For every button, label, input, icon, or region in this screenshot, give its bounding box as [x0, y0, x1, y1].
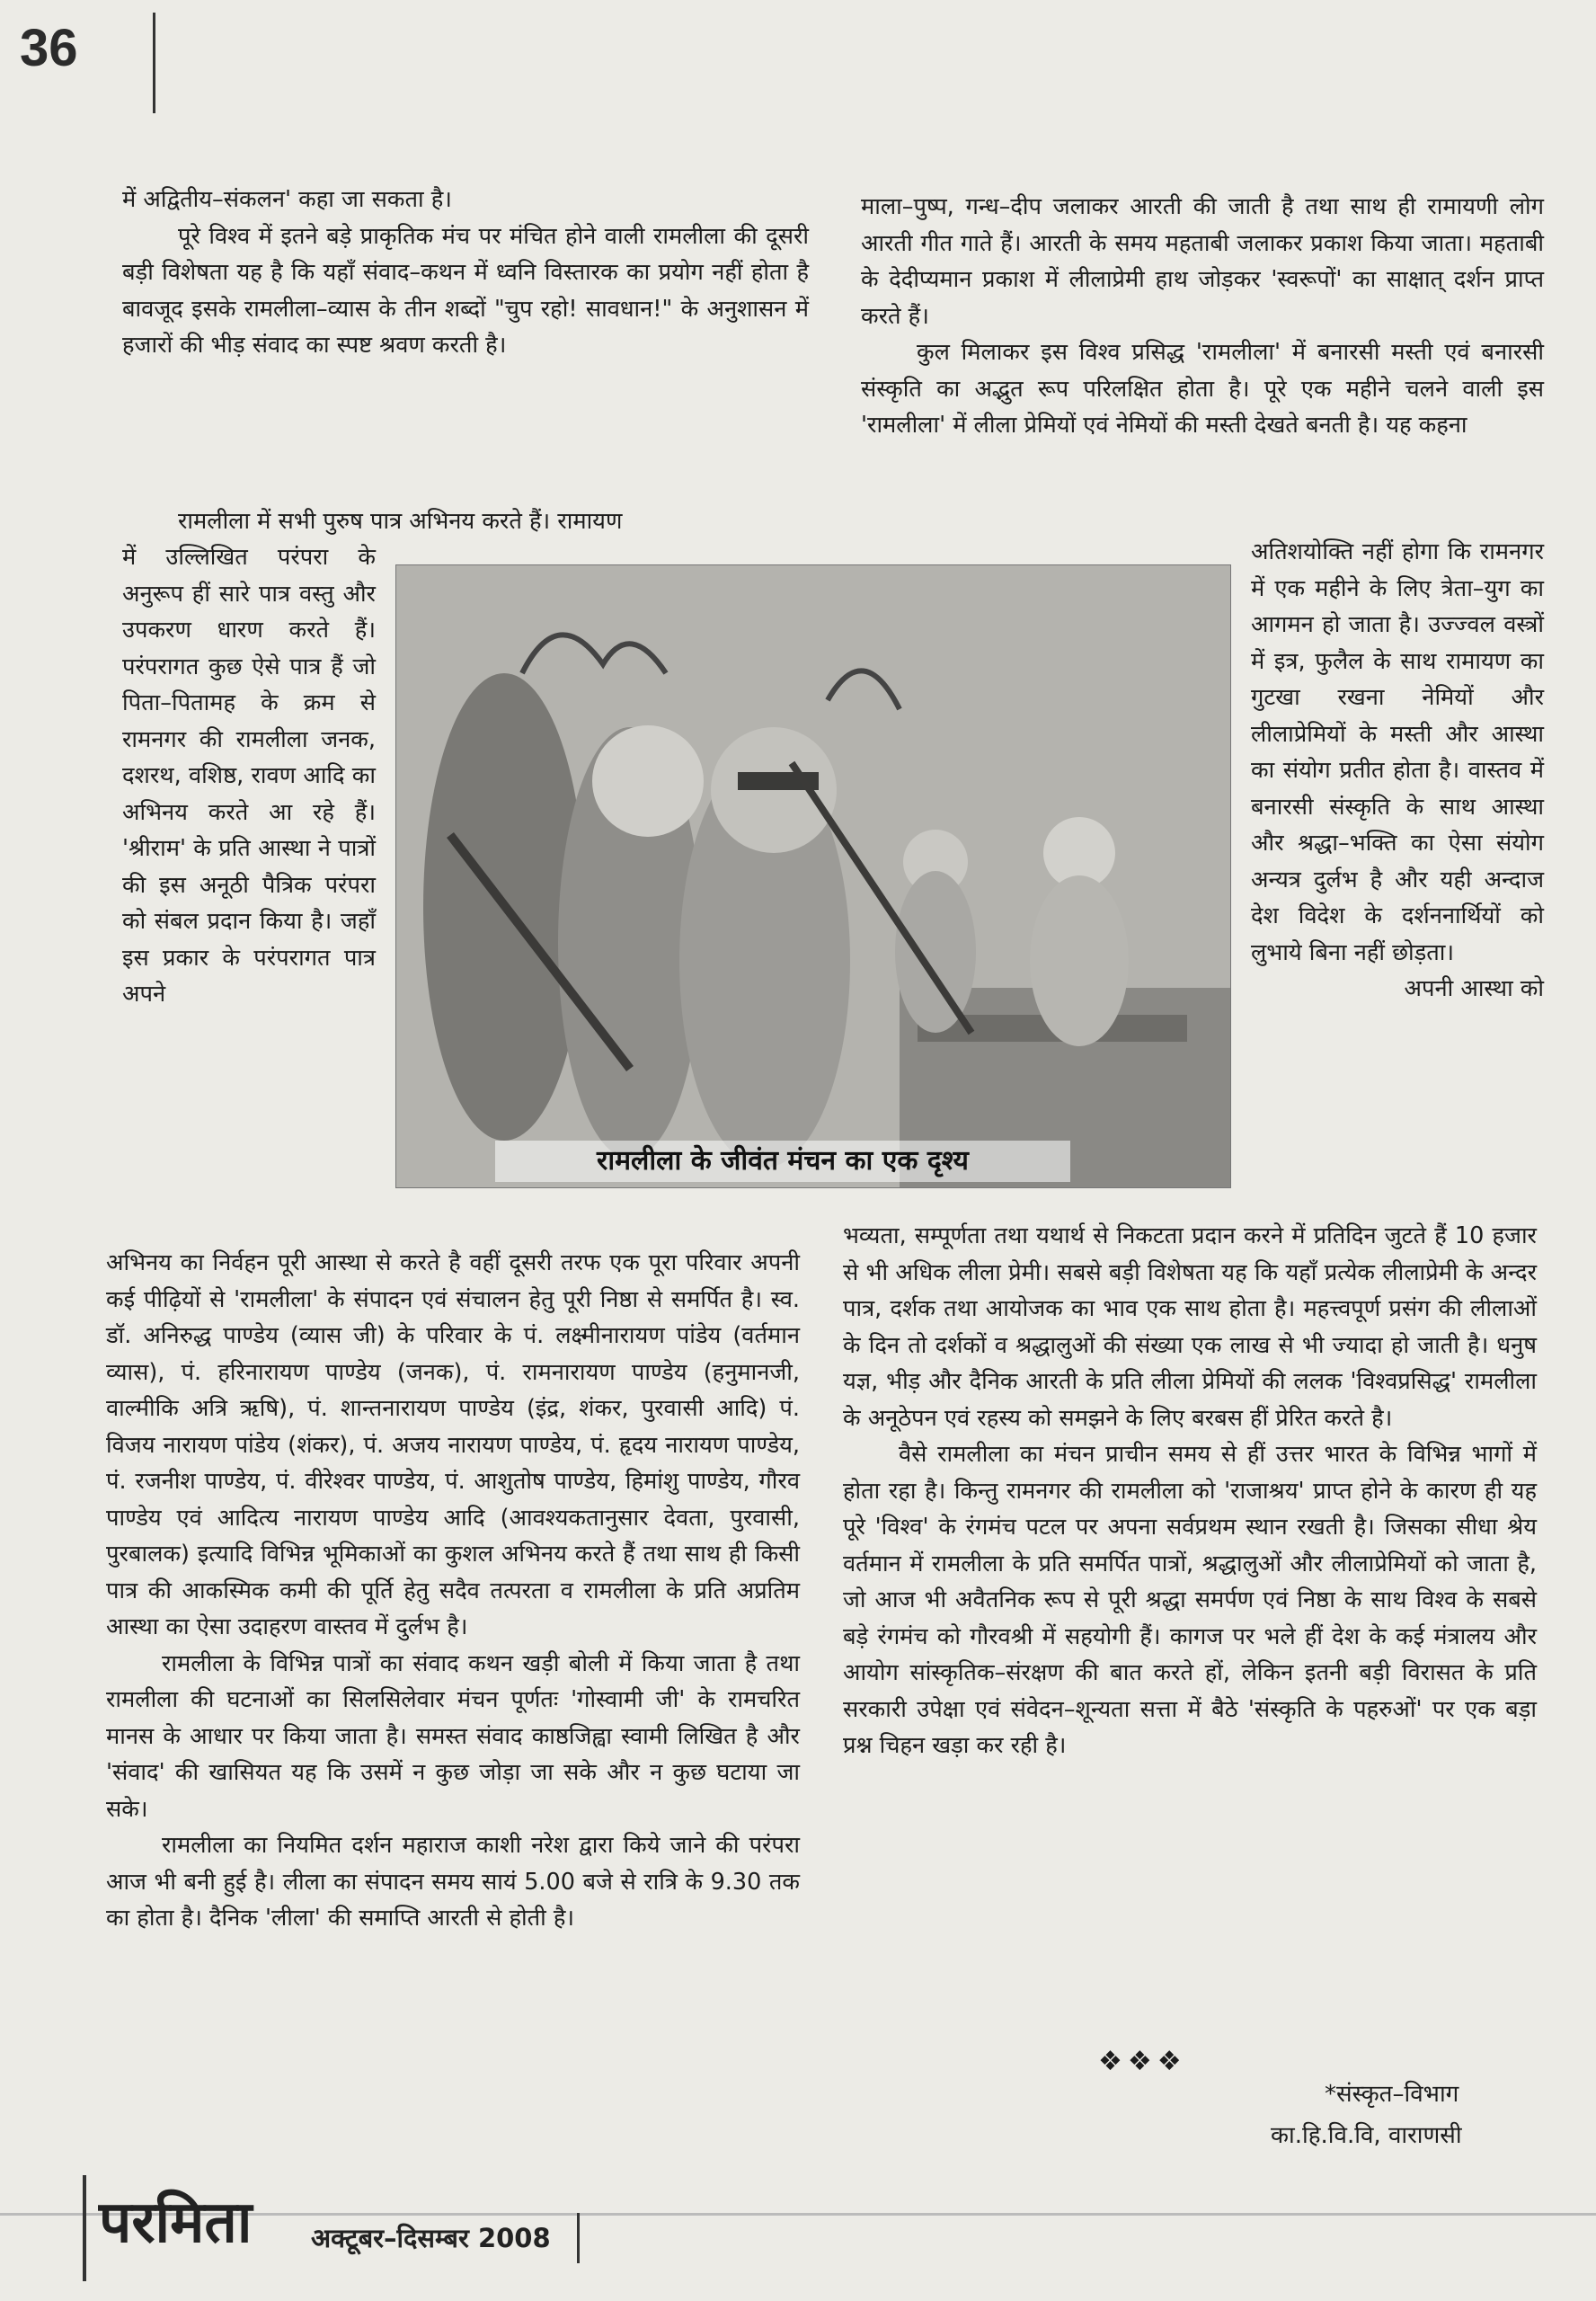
- paragraph: वैसे रामलीला का मंचन प्राचीन समय से हीं उत्तर भारत के विभिन्न भागों में होता रहा है। किन्तु रामनगर की रामलीला को 'राजाश्रय' प्राप्त होने के कारण ही यह पूरे 'विश्व' के रंगमंच पटल पर अपना सर्वप्रथम स्थान रखती है। जिसका सीधा श्रेय वर्तमान में रामलीला के प्रति समर्पित पात्रों, श्रद्धालुओं और लीलाप्रेमियों को जाता है, जो आज भी अवैतनिक रूप से पूरी श्रद्धा समर्पण एवं निष्ठा के साथ विश्व के सबसे बड़े रंगमंच को गौरवश्री में सहयोगी हैं। कागज पर भले हीं देश के कई मंत्रालय और आयोग सांस्कृतिक–संरक्षण की बात करते हों, लेकिन इतनी बड़ी विरासत के प्रति सरकारी उपेक्षा एवं संवेदन–शून्यता सत्ता में बैठे 'संस्कृति के पहरुओं' पर एक बड़ा प्रश्न चिहन खड़ा कर रही है।: [843, 1441, 1537, 1759]
- issue-date: अक्टूबर–दिसम्बर 2008: [311, 2223, 551, 2253]
- ramlila-photo: [395, 564, 1231, 1188]
- paragraph: अभिनय का निर्वहन पूरी आस्था से करते है वहीं दूसरी तरफ एक पूरा परिवार अपनी कई पीढ़ियों से 'रामलीला' के संपादन एवं संचालन हेतु पूरी निष्ठा से समर्पित है। स्व. डॉ. अनिरुद्ध पाण्डेय (व्यास जी) के परिवार के पं. लक्ष्मीनारायण पांडेय (वर्तमान व्यास), पं. हरिनारायण पाण्डेय (जनक), पं. रामनारायण पाण्डेय (हनुमानजी, वाल्मीकि अत्रि ऋषि), पं. शान्तनारायण पाण्डेय (इंद्र, शंकर, पुरवासी आदि) पं. विजय नारायण पांडेय (शंकर), पं. अजय नारायण पाण्डेय, पं. हृदय नारायण पाण्डेय, पं. रजनीश पाण्डेय, पं. वीरेश्वर पाण्डेय, पं. आशुतोष पाण्डेय, हिमांशु पाण्डेय, गौरव पाण्डेय एवं आदित्य नारायण पाण्डेय आदि (आवश्यकतानुसार देवता, पुरवासी, पुरबालक) इत्यादि विभिन्न भूमिकाओं का कुशल अभिनय करते हैं तथा साथ ही किसी पात्र की आकस्मिक कमी की पूर्ति हेतु सदैव तत्परता व रामलीला के प्रति अप्रतिम आस्था का ऐसा उदाहरण वास्तव में दुर्लभ है।: [106, 1249, 800, 1640]
- paragraph-lead: अपनी आस्था को: [1404, 975, 1544, 1002]
- photo-illustration: [396, 565, 1230, 1187]
- footer-rule-left: [83, 2175, 86, 2281]
- left-column-top: [122, 182, 809, 364]
- right-column-bottom: [843, 1218, 1537, 1764]
- paragraph-lead: रामलीला में सभी पुरुष पात्र अभिनय करते हैं। रामायण: [178, 508, 623, 535]
- author-institution: का.हि.वि.वि, वाराणसी: [1271, 2122, 1462, 2149]
- magazine-brand: परमिता: [99, 2189, 253, 2256]
- footer-rule-right: [577, 2213, 580, 2263]
- paragraph: रामलीला का नियमित दर्शन महाराज काशी नरेश द्वारा किये जाने की परंपरा आज भी बनी हुई है। लीला का संपादन समय सायं 5.00 बजे से रात्रि के 9.30 तक का होता है। दैनिक 'लीला' की समाप्ति आरती से होती है।: [106, 1832, 800, 1932]
- left-column-wrap: [122, 539, 376, 1013]
- paragraph: माला–पुष्प, गन्ध–दीप जलाकर आरती की जाती है तथा साथ ही रामायणी लोग आरती गीत गाते हैं। आरती के समय महताबी जलाकर प्रकाश किया जाता। महताबी के देदीप्यमान प्रकाश में लीलाप्रेमी हाथ जोड़कर 'स्वरूपों' का साक्षात् दर्शन प्राप्त करते हैं।: [861, 193, 1544, 330]
- paragraph: में उल्लिखित परंपरा के अनुरूप हीं सारे पात्र वस्तु और उपकरण धारण करते हैं। परंपरागत कुछ ऐसे पात्र हैं जो पिता–पितामह के क्रम से रामनगर की रामलीला जनक, दशरथ, वशिष्ठ, रावण आदि का अभिनय करते आ रहे हैं। 'श्रीराम' के प्रति आस्था ने पात्रों की इस अनूठी पैत्रिक परंपरा को संबल प्रदान किया है। जहाँ इस प्रकार के परंपरागत पात्र अपने: [122, 544, 376, 1008]
- paragraph: पूरे विश्व में इतने बड़े प्राकृतिक मंच पर मंचित होने वाली रामलीला की दूसरी बड़ी विशेषता यह है कि यहाँ संवाद–कथन में ध्वनि विस्तारक का प्रयोग नहीं होता है बावजूद इसके रामलीला–व्यास के तीन शब्दों "चुप रहो! सावधान!" के अनुशासन में हजारों की भीड़ संवाद का स्पष्ट श्रवण करती है।: [122, 222, 809, 359]
- photo-caption: रामलीला के जीवंत मंचन का एक दृश्य: [495, 1141, 1070, 1182]
- page-number: 36: [20, 19, 78, 77]
- paragraph: में अद्वितीय–संकलन' कहा जा सकता है।: [122, 186, 452, 213]
- header-rule: [153, 13, 155, 113]
- paragraph: कुल मिलाकर इस विश्व प्रसिद्ध 'रामलीला' में बनारसी मस्ती एवं बनारसी संस्कृति का अद्भुत रूप परिलक्षित होता है। पूरे एक महीने चलने वाली इस 'रामलीला' में लीला प्रेमियों एवं नेमियों की मस्ती देखते बनती है। यह कहना: [861, 339, 1544, 439]
- section-end-ornament: ❖❖❖: [1098, 2046, 1187, 2077]
- right-column-top: [861, 189, 1544, 444]
- paragraph: रामलीला के विभिन्न पात्रों का संवाद कथन खड़ी बोली में किया जाता है तथा रामलीला की घटनाओं का सिलसिलेवार मंचन पूर्णतः 'गोस्वामी जी' के रामचरित मानस के आधार पर किया जाता है। समस्त संवाद काष्ठजिह्वा स्वामी लिखित है और 'संवाद' की खासियत यह कि उसमें न कुछ जोड़ा जा सके और न कुछ घटाया जा सके।: [106, 1649, 800, 1823]
- right-column-wrap: [1251, 534, 1544, 1008]
- author-department: *संस्कृत–विभाग: [1325, 2081, 1459, 2108]
- paragraph: अतिशयोक्ति नहीं होगा कि रामनगर में एक महीने के लिए त्रेता–युग का आगमन हो जाता है। उज्ज्वल वस्त्रों में इत्र, फुलैल के साथ रामायण का गुटखा रखना नेमियों और लीलाप्रेमियों के मस्ती और आस्था का संयोग प्रतीत होता है। वास्तव में बनारसी संस्कृति के साथ आस्था और श्रद्धा–भक्ति का ऐसा संयोग अन्यत्र दुर्लभ है और यही अन्दाज देश विदेश के दर्शननार्थियों को लुभाये बिना नहीं छोड़ता।: [1251, 538, 1544, 966]
- paragraph: भव्यता, सम्पूर्णता तथा यथार्थ से निकटता प्रदान करने में प्रतिदिन जुटते हैं 10 हजार से भी अधिक लीला प्रेमी। सबसे बड़ी विशेषता यह कि यहाँ प्रत्येक लीलाप्रेमी के अन्दर पात्र, दर्शक तथा आयोजक का भाव एक साथ होता है। महत्त्वपूर्ण प्रसंग की लीलाओं के दिन तो दर्शकों व श्रद्धालुओं की संख्या एक लाख से भी ज्यादा हो जाती है। धनुष यज्ञ, भीड़ और दैनिक आरती के प्रति लीला प्रेमियों की ललक 'विश्वप्रसिद्ध' रामलीला के अनूठेपन एवं रहस्य को समझने के लिए बरबस हीं प्रेरित करते है।: [843, 1222, 1537, 1432]
- left-column-bottom: [106, 1245, 800, 1937]
